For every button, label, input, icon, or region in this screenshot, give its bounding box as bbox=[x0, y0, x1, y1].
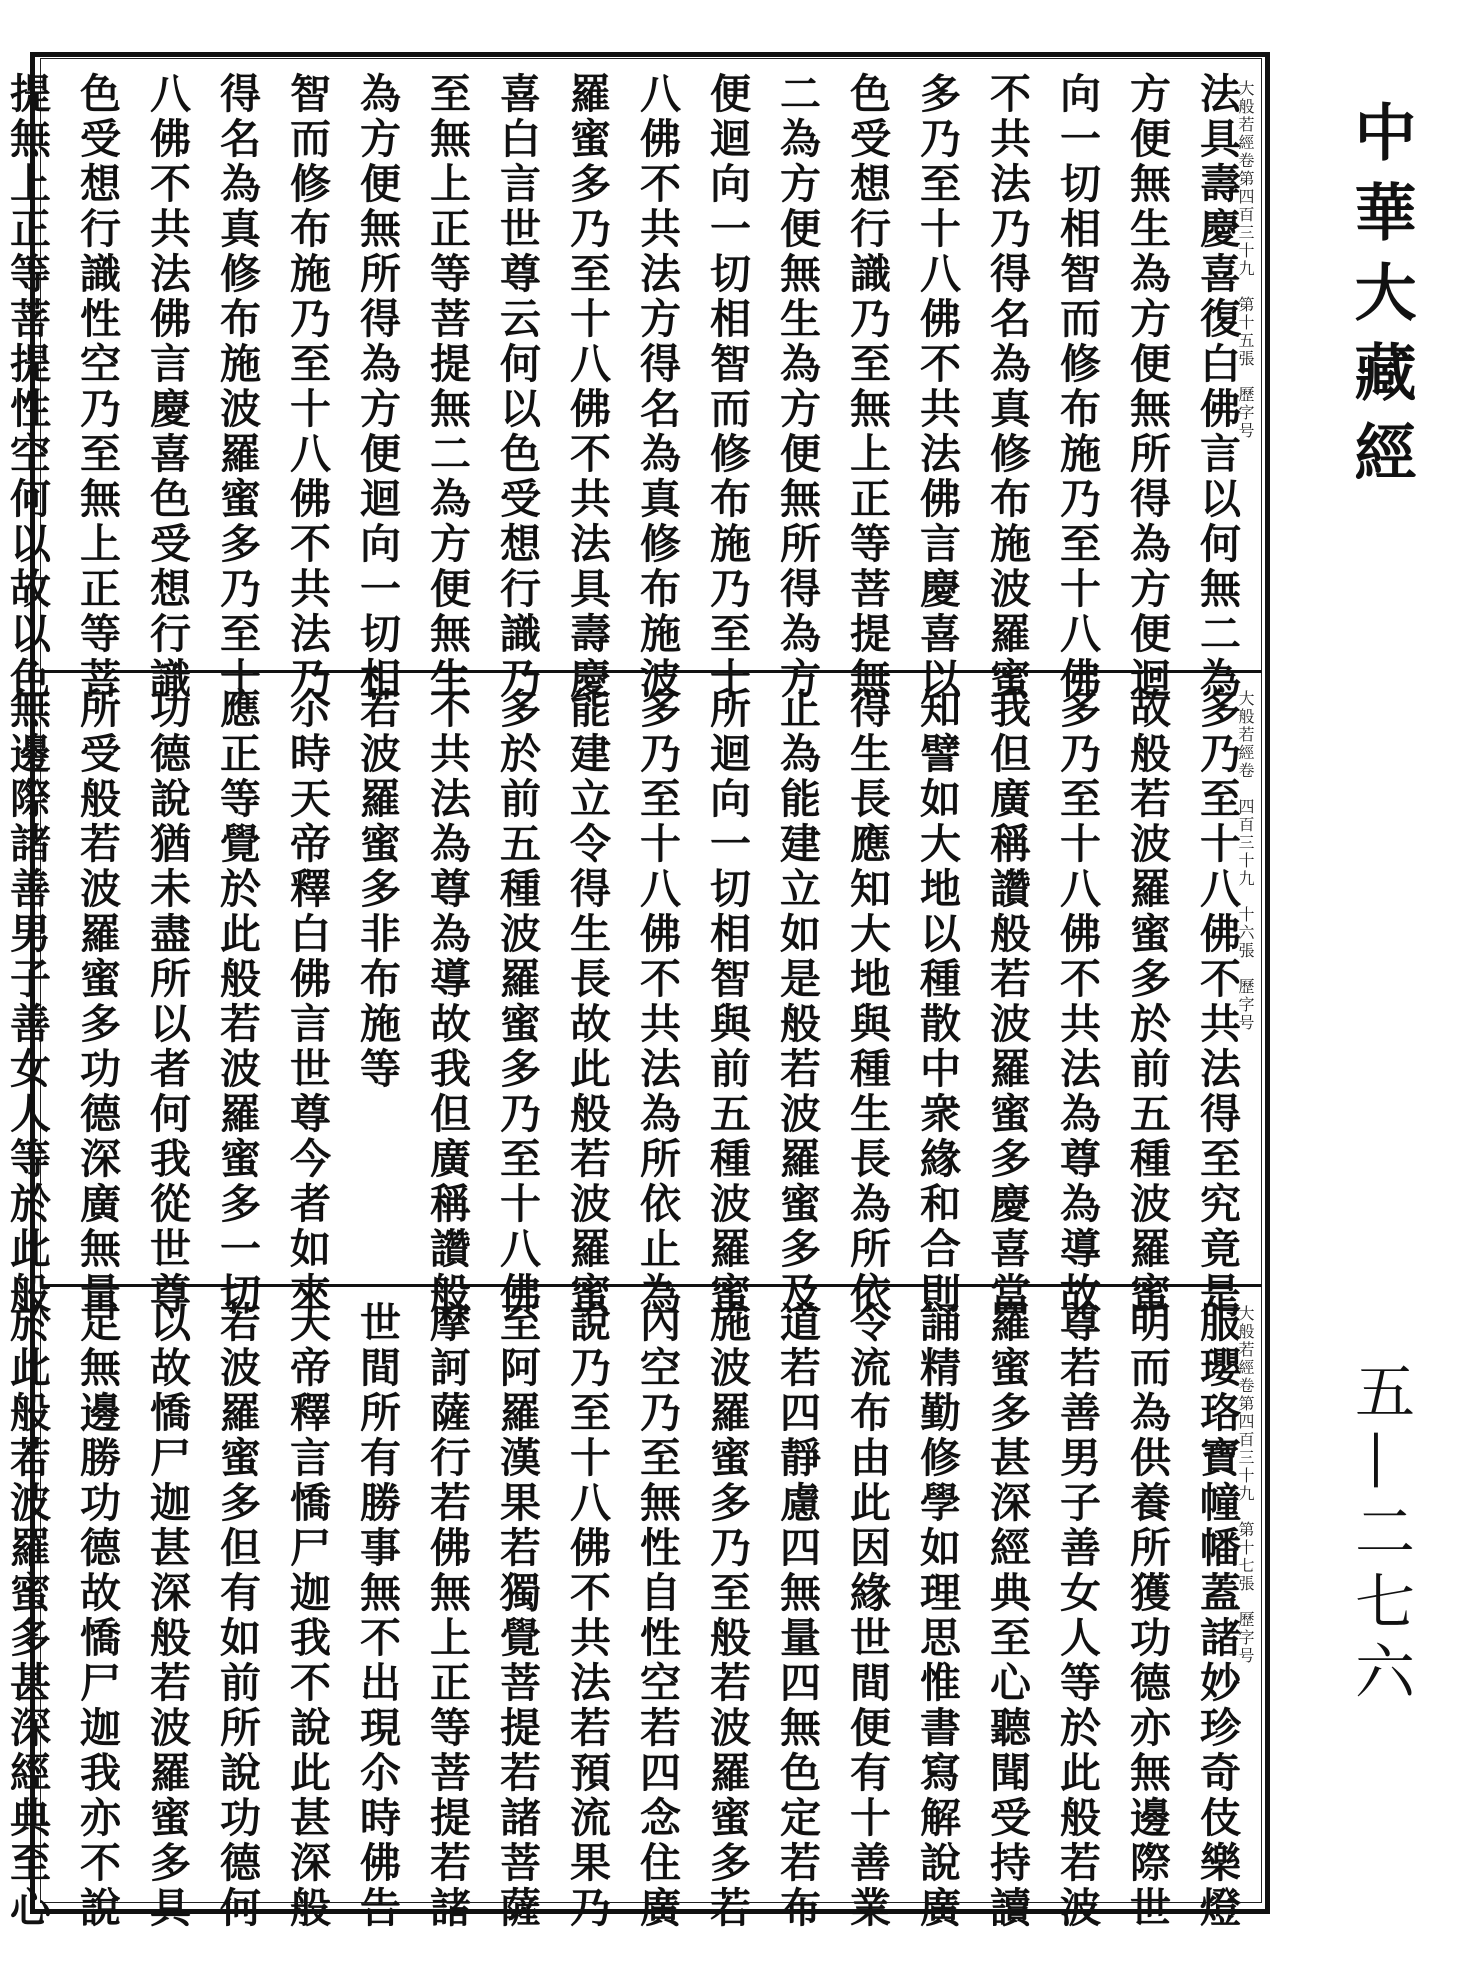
text-column: 不共法乃得名為真修布施波羅蜜 bbox=[983, 72, 1031, 702]
text-column: 道若四靜慮四無量四無色定若布 bbox=[773, 1301, 821, 1931]
text-column: 明而為供養所獲功德亦無邊際世 bbox=[1123, 1301, 1171, 1931]
text-column: 至無上正等菩提無二為方便無生 bbox=[423, 72, 471, 702]
text-column: 摩訶薩行若佛無上正等菩提若諸 bbox=[423, 1301, 471, 1931]
text-column: 提無上正等菩提性空何以故以色 bbox=[3, 72, 51, 702]
text-column: 尒時天帝釋白佛言世尊今者如來 bbox=[283, 687, 331, 1317]
text-column: 若波羅蜜多但有如前所說功德何 bbox=[213, 1301, 261, 1931]
text-column: 功德說猶未盡所以者何我從世尊 bbox=[143, 687, 191, 1317]
text-columns bbox=[3, 1287, 1255, 1931]
text-column: 法具壽慶喜復白佛言以何無二為 bbox=[1193, 72, 1241, 702]
margin-note: 大般若經卷第四百三十九 第十五張 歷字号 bbox=[1236, 80, 1255, 440]
text-column: 於此般若波羅蜜多甚深經典至心 bbox=[3, 1301, 51, 1931]
margin-note: 大般若經卷 四百三十九 十六張 歷字号 bbox=[1236, 690, 1255, 1032]
text-columns bbox=[3, 673, 1255, 1317]
text-column: 尊若善男子善女人等於此般若波 bbox=[1053, 1301, 1101, 1931]
text-column: 八佛不共法方得名為真修布施波 bbox=[633, 72, 681, 702]
text-column: 無邊際諸善男子善女人等於此般 bbox=[3, 687, 51, 1317]
text-column: 內空乃至無性自性空若四念住廣 bbox=[633, 1301, 681, 1931]
text-column: 至阿羅漢果若獨覺菩提若諸菩薩 bbox=[493, 1301, 541, 1931]
text-column: 多乃至十八佛不共法得至究竟是 bbox=[1193, 687, 1241, 1317]
text-column: 說乃至十八佛不共法若預流果乃 bbox=[563, 1301, 611, 1931]
text-column: 天帝釋言憍尸迦我不說此甚深般 bbox=[283, 1301, 331, 1931]
text-column: 止為能建立如是般若波羅蜜多及 bbox=[773, 687, 821, 1317]
text-columns bbox=[3, 58, 1255, 702]
text-column: 服瓔珞寶幢幡蓋諸妙珍奇伎樂燈 bbox=[1193, 1301, 1241, 1931]
text-column: 所迴向一切相智與前五種波羅蜜 bbox=[703, 687, 751, 1317]
text-column: 知譬如大地以種散中衆緣和合則 bbox=[913, 687, 961, 1317]
text-column: 得名為真修布施波羅蜜多乃至十 bbox=[213, 72, 261, 702]
text-column: 不共法為尊為導故我但廣稱讚般 bbox=[423, 687, 471, 1317]
collection-title: 中華大藏經 bbox=[1344, 100, 1417, 500]
text-column: 為方便無所得為方便迴向一切相 bbox=[353, 72, 401, 702]
register-bottom bbox=[3, 1284, 1262, 1931]
text-column: 色受想行識性空乃至無上正等菩 bbox=[73, 72, 121, 702]
text-column: 足無邊勝功德故憍尸迦我亦不說 bbox=[73, 1301, 121, 1931]
text-column: 應正等覺於此般若波羅蜜多一切 bbox=[213, 687, 261, 1317]
text-column: 令流布由此因緣世間便有十善業 bbox=[843, 1301, 891, 1931]
text-column: 智而修布施乃至十八佛不共法乃 bbox=[283, 72, 331, 702]
text-column: 羅蜜多乃至十八佛不共法具壽慶 bbox=[563, 72, 611, 702]
text-column: 施波羅蜜多乃至般若波羅蜜多若 bbox=[703, 1301, 751, 1931]
text-column: 便迴向一切相智而修布施乃至十 bbox=[703, 72, 751, 702]
register-middle bbox=[3, 670, 1262, 1317]
text-column: 色受想行識乃至無上正等菩提無 bbox=[843, 72, 891, 702]
text-column: 向一切相智而修布施乃至十八佛 bbox=[1053, 72, 1101, 702]
text-column: 世間所有勝事無不出現尒時佛告 bbox=[353, 1301, 401, 1931]
text-column: 多乃至十八佛不共法為尊為導故 bbox=[1053, 687, 1101, 1317]
text-column: 多於前五種波羅蜜多乃至十八佛 bbox=[493, 687, 541, 1317]
text-column: 八佛不共法佛言慶喜色受想行識 bbox=[143, 72, 191, 702]
text-column: 能建立令得生長故此般若波羅蜜 bbox=[563, 687, 611, 1317]
text-column: 羅蜜多甚深經典至心聽聞受持讀 bbox=[983, 1301, 1031, 1931]
text-column: 故般若波羅蜜多於前五種波羅蜜 bbox=[1123, 687, 1171, 1317]
text-column: 若波羅蜜多非布施等 bbox=[353, 687, 401, 1092]
text-column: 方便無生為方便無所得為方便迴 bbox=[1123, 72, 1171, 702]
text-column: 多乃至十八佛不共法為所依止為 bbox=[633, 687, 681, 1317]
text-column: 誦精勤修學如理思惟書寫解說廣 bbox=[913, 1301, 961, 1931]
text-column: 以故憍尸迦甚深般若波羅蜜多具 bbox=[143, 1301, 191, 1931]
text-column: 我但廣稱讚般若波羅蜜多慶喜當 bbox=[983, 687, 1031, 1317]
page-number: 五—二七六 bbox=[1345, 1360, 1415, 1710]
margin-note: 大般若經卷第四百三十九 第十七張 歷字号 bbox=[1236, 1305, 1255, 1665]
text-column: 得生長應知大地與種生長為所依 bbox=[843, 687, 891, 1317]
text-column: 二為方便無生為方便無所得為方 bbox=[773, 72, 821, 702]
text-column: 所受般若波羅蜜多功德深廣無量 bbox=[73, 687, 121, 1317]
text-column: 多乃至十八佛不共法佛言慶喜以 bbox=[913, 72, 961, 702]
text-column: 喜白言世尊云何以色受想行識乃 bbox=[493, 72, 541, 702]
register-top bbox=[3, 58, 1262, 702]
